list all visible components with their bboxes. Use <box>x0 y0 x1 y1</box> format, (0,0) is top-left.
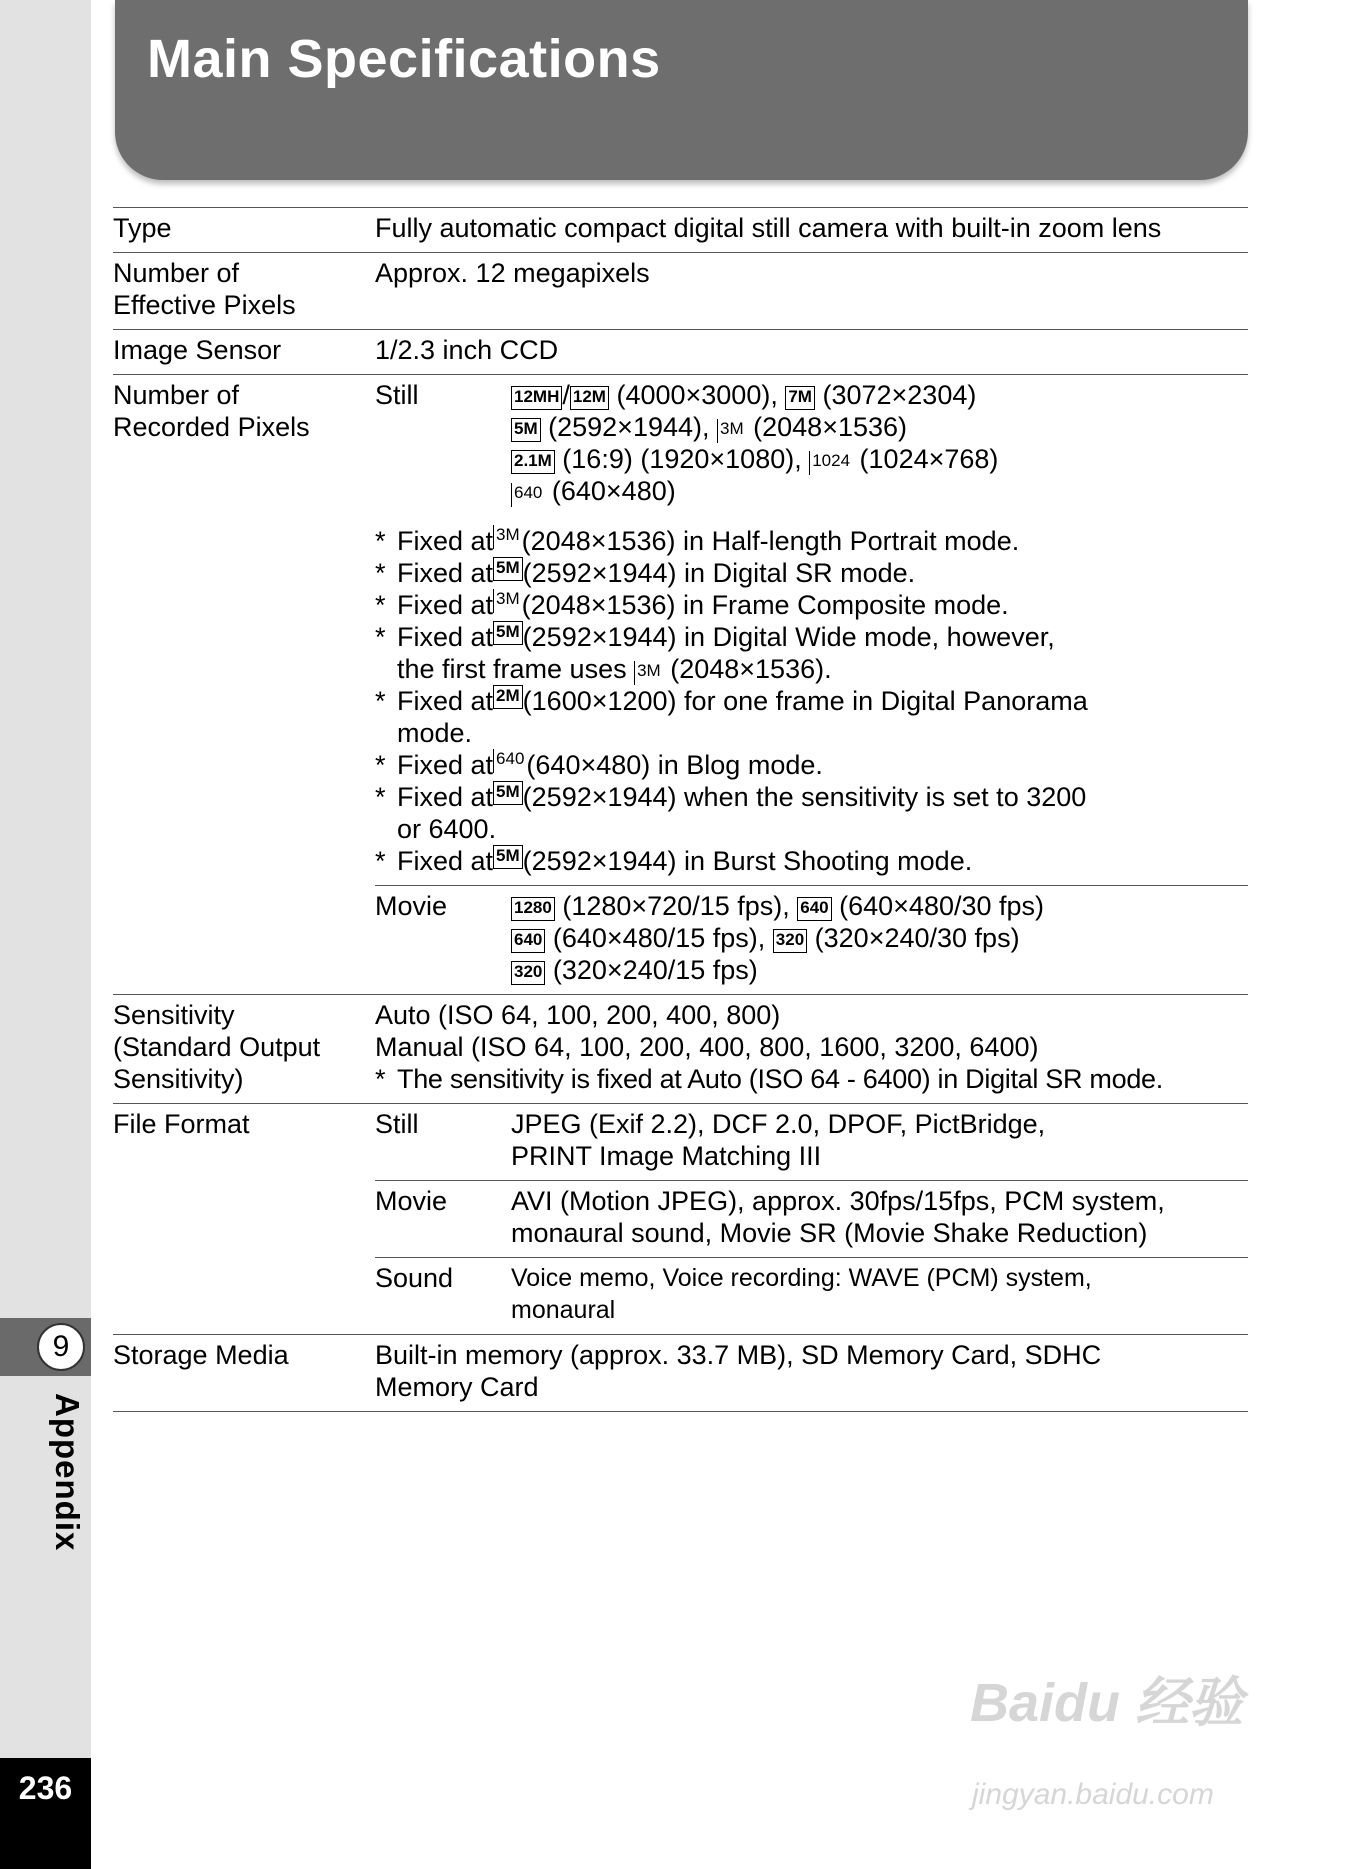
side-strip <box>0 0 91 1869</box>
size-5m-icon: 5M <box>511 418 541 442</box>
note-item: * Fixed at 3M (2048×1536) in Half-length Portrait mode. <box>375 525 1020 556</box>
note-item: * Fixed at 640 (640×480) in Blog mode. <box>375 749 823 780</box>
page-number: 236 <box>18 1770 73 1806</box>
sub-value: JPEG (Exif 2.2), DCF 2.0, DPOF, PictBridge, PRINT Image Matching III <box>511 1109 1046 1171</box>
spec-value: Auto (ISO 64, 100, 200, 400, 800) Manual (ISO 64, 100, 200, 400, 800, 1600, 3200, 6400) * The sensitivity is fixed at Auto (ISO 64 - 6400) in Digital SR mode. <box>375 995 1248 1103</box>
spec-label: File Format <box>113 1109 250 1139</box>
note-continuation: or 6400. <box>397 814 497 844</box>
size-12mh-icon: 12MH <box>511 386 562 410</box>
chapter-number: 9 <box>37 1323 85 1371</box>
size-3m-icon: 3M <box>634 661 663 685</box>
size-640-icon: 640 <box>511 483 544 507</box>
spec-label: Image Sensor <box>113 335 282 365</box>
page-title: Main Specifications <box>147 29 661 89</box>
spec-row-type <box>113 207 1248 252</box>
spec-table <box>113 207 1248 1412</box>
spec-row-file-format <box>113 1103 1248 1334</box>
size-2m-icon: 2M <box>493 685 523 709</box>
spec-value: Built-in memory (approx. 33.7 MB), SD Memory Card, SDHC Memory Card <box>375 1340 1102 1402</box>
sub-label: Movie <box>375 1186 448 1216</box>
spec-row-recorded-pixels <box>113 374 1248 994</box>
spec-row-image-sensor <box>113 329 1248 374</box>
note-item: * Fixed at 3M (2048×1536) in Frame Composite mode. <box>375 589 1009 620</box>
watermark-url: jingyan.baidu.com <box>972 1778 1214 1811</box>
size-12m-icon: 12M <box>570 386 609 410</box>
sub-value: 12MH / 12M (4000×3000), 7M (3072×2304) 5M (2592×1944), 3M (2048×1536) 2.1M (16:9) (1920×1080), 1024 (1024×768) 640 (640×480) <box>511 379 1248 507</box>
size-7m-icon: 7M <box>785 386 815 410</box>
sub-label: Movie <box>375 891 448 921</box>
sub-label: Sound <box>375 1263 454 1293</box>
movie-subsection <box>375 885 1248 994</box>
note-item: * Fixed at 2M (1600×1200) for one frame in Digital Panorama <box>375 686 1088 716</box>
size-3m-icon: 3M <box>493 589 522 613</box>
note-item: * Fixed at 5M (2592×1944) in Digital SR mode. <box>375 558 916 588</box>
chapter-label: Appendix <box>49 1393 86 1552</box>
file-still-subsection <box>375 1104 1248 1180</box>
sub-value: Voice memo, Voice recording: WAVE (PCM) system, monaural <box>511 1264 1092 1324</box>
spec-label: Type <box>113 213 172 243</box>
watermark-logo: Baidu 经验 <box>970 1673 1244 1733</box>
movie-640-15-icon: 640 <box>511 929 545 953</box>
sub-label: Still <box>375 1109 419 1139</box>
note-item: * The sensitivity is fixed at Auto (ISO 64 - 6400) in Digital SR mode. <box>375 1064 1163 1094</box>
still-notes <box>375 525 1248 885</box>
sub-value: 1280 (1280×720/15 fps), 640 (640×480/30 fps) 640 (640×480/15 fps), 320 (320×240/30 fps) 320 (320×240/15 fps) <box>511 890 1248 986</box>
spec-label: Storage Media <box>113 1340 289 1370</box>
size-5m-icon: 5M <box>493 845 523 869</box>
spec-value: 1/2.3 inch CCD <box>375 335 559 365</box>
movie-640-30-icon: 640 <box>797 897 831 921</box>
note-item: * Fixed at 5M (2592×1944) when the sensitivity is set to 3200 <box>375 782 1087 812</box>
spec-row-effective-pixels <box>113 252 1248 329</box>
note-item: * Fixed at 5M (2592×1944) in Burst Shooting mode. <box>375 846 973 876</box>
spec-label: Sensitivity (Standard Output Sensitivity) <box>113 1000 321 1094</box>
spec-label: Number of Recorded Pixels <box>113 380 310 442</box>
size-2-1m-icon: 2.1M <box>511 450 555 474</box>
size-5m-icon: 5M <box>493 621 523 645</box>
movie-320-15-icon: 320 <box>511 961 545 985</box>
spec-row-storage <box>113 1334 1248 1412</box>
spec-row-sensitivity <box>113 994 1248 1103</box>
size-1024-icon: 1024 <box>809 451 852 475</box>
note-item: * Fixed at 5M (2592×1944) in Digital Wide mode, however, <box>375 622 1055 652</box>
spec-value <box>375 1104 1248 1334</box>
sub-label: Still <box>375 380 419 410</box>
size-3m-icon: 3M <box>717 419 746 443</box>
spec-value <box>375 375 1248 994</box>
spec-label: Number of Effective Pixels <box>113 258 296 320</box>
size-5m-icon: 5M <box>493 781 523 805</box>
movie-320-30-icon: 320 <box>773 929 807 953</box>
sub-value: AVI (Motion JPEG), approx. 30fps/15fps, PCM system, monaural sound, Movie SR (Movie Shake Reduction) <box>511 1186 1165 1248</box>
spec-value: Fully automatic compact digital still camera with built-in zoom lens <box>375 213 1162 243</box>
size-640-icon: 640 <box>493 749 526 773</box>
file-movie-subsection <box>375 1180 1248 1257</box>
spec-value: Approx. 12 megapixels <box>375 258 650 288</box>
note-continuation: the first frame uses 3M (2048×1536). <box>397 654 832 684</box>
size-5m-icon: 5M <box>493 557 523 581</box>
title-banner <box>115 0 1248 180</box>
file-sound-subsection <box>375 1257 1248 1334</box>
still-subsection <box>375 375 1248 515</box>
size-3m-icon: 3M <box>493 525 522 549</box>
note-continuation: mode. <box>397 718 473 748</box>
movie-1280-icon: 1280 <box>511 897 555 921</box>
